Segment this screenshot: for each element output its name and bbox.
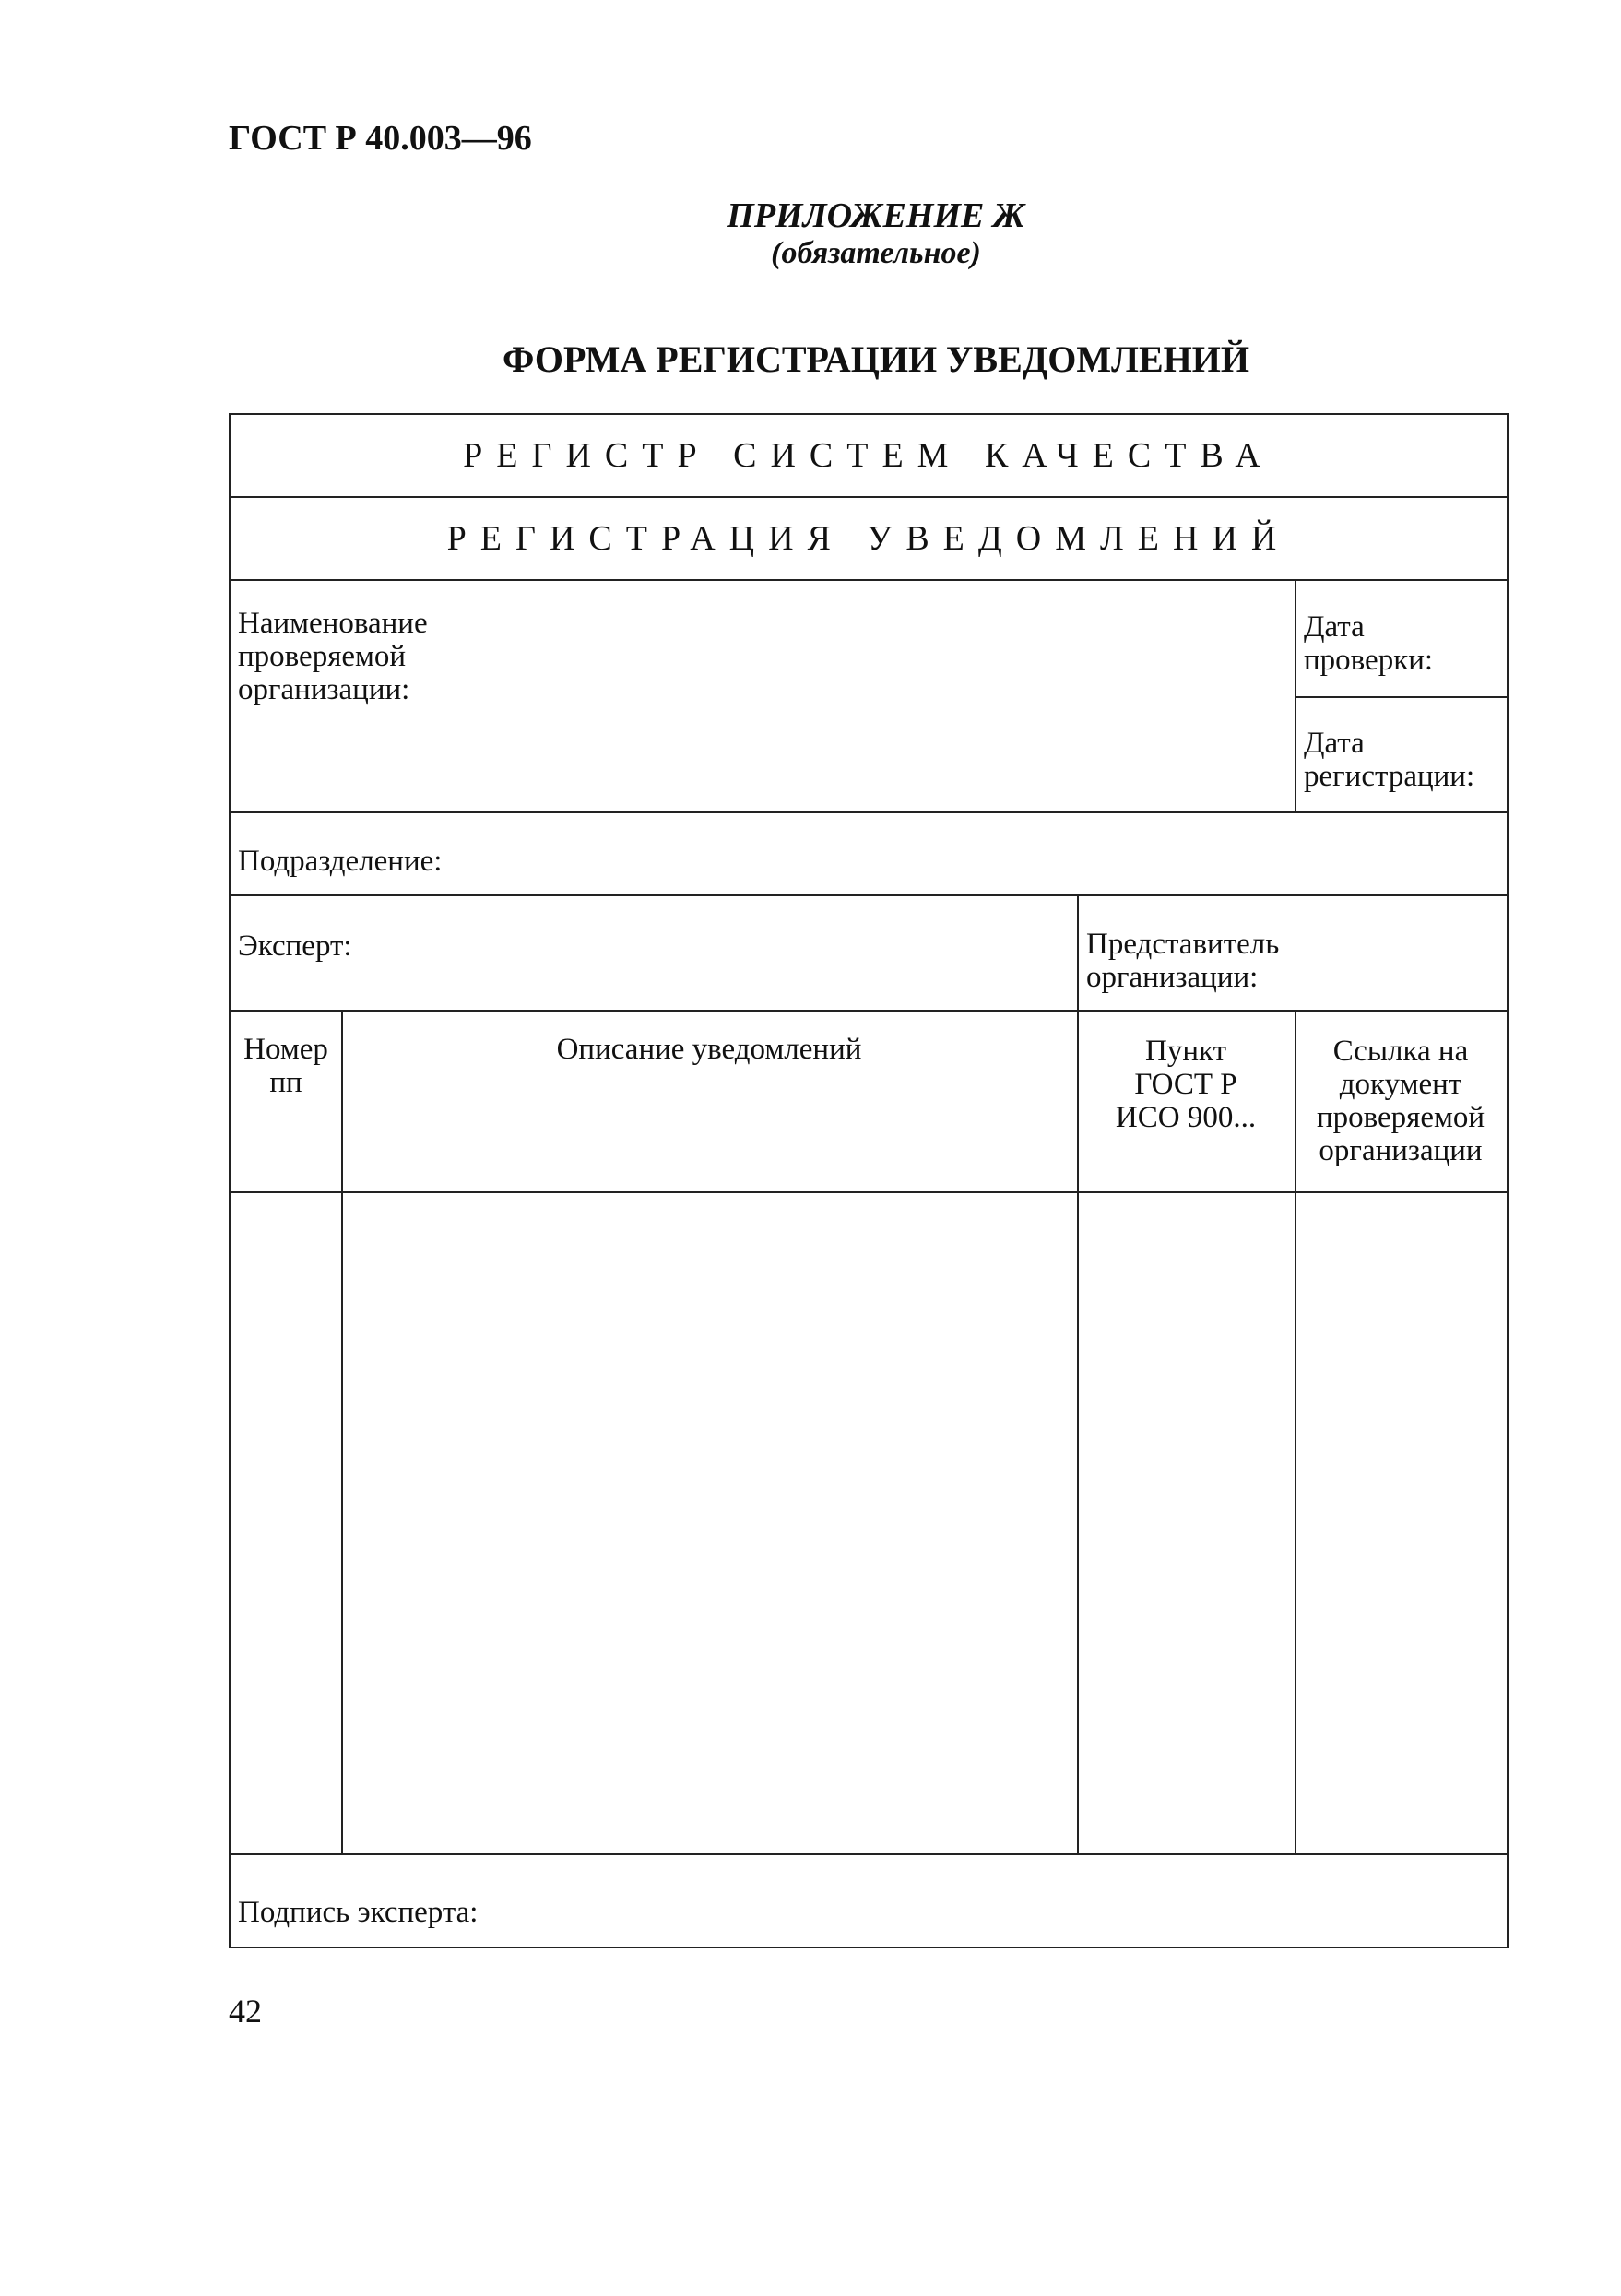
- standard-code: ГОСТ Р 40.003—96: [229, 119, 532, 158]
- registration-header: РЕГИСТРАЦИЯ УВЕДОМЛЕНИЙ: [446, 519, 1291, 558]
- registration-date-label: Дата регистрации:: [1304, 727, 1475, 793]
- divider: [231, 496, 1507, 498]
- department-label: Подразделение:: [238, 845, 443, 878]
- annex-status: (обязательное): [771, 236, 981, 270]
- divider: [231, 1191, 1507, 1193]
- divider: [231, 579, 1507, 581]
- column-header-number: Номер пп: [243, 1033, 328, 1099]
- divider: [1295, 579, 1296, 811]
- annex-title: ПРИЛОЖЕНИЕ Ж: [727, 196, 1025, 235]
- form-title: ФОРМА РЕГИСТРАЦИИ УВЕДОМЛЕНИЙ: [503, 338, 1249, 380]
- column-header-reference: Ссылка на документ проверяемой организации: [1316, 1035, 1485, 1167]
- divider: [341, 1010, 343, 1853]
- divider: [231, 811, 1507, 813]
- divider: [231, 894, 1507, 896]
- column-header-description: Описание уведомлений: [556, 1033, 862, 1066]
- audit-date-label: Дата проверки:: [1304, 610, 1434, 677]
- divider: [231, 1010, 1507, 1012]
- register-header: РЕГИСТР СИСТЕМ КАЧЕСТВА: [463, 436, 1274, 475]
- org-name-label: Наименование проверяемой организации:: [238, 607, 428, 706]
- org-representative-label: Представитель организации:: [1086, 928, 1280, 994]
- divider: [1295, 696, 1507, 698]
- expert-label: Эксперт:: [238, 929, 352, 963]
- notification-registration-form: [229, 413, 1509, 1948]
- expert-signature-label: Подпись эксперта:: [238, 1896, 479, 1929]
- page-number: 42: [229, 1993, 262, 2030]
- column-header-clause: Пункт ГОСТ Р ИСО 900...: [1115, 1035, 1257, 1134]
- divider: [231, 1853, 1507, 1855]
